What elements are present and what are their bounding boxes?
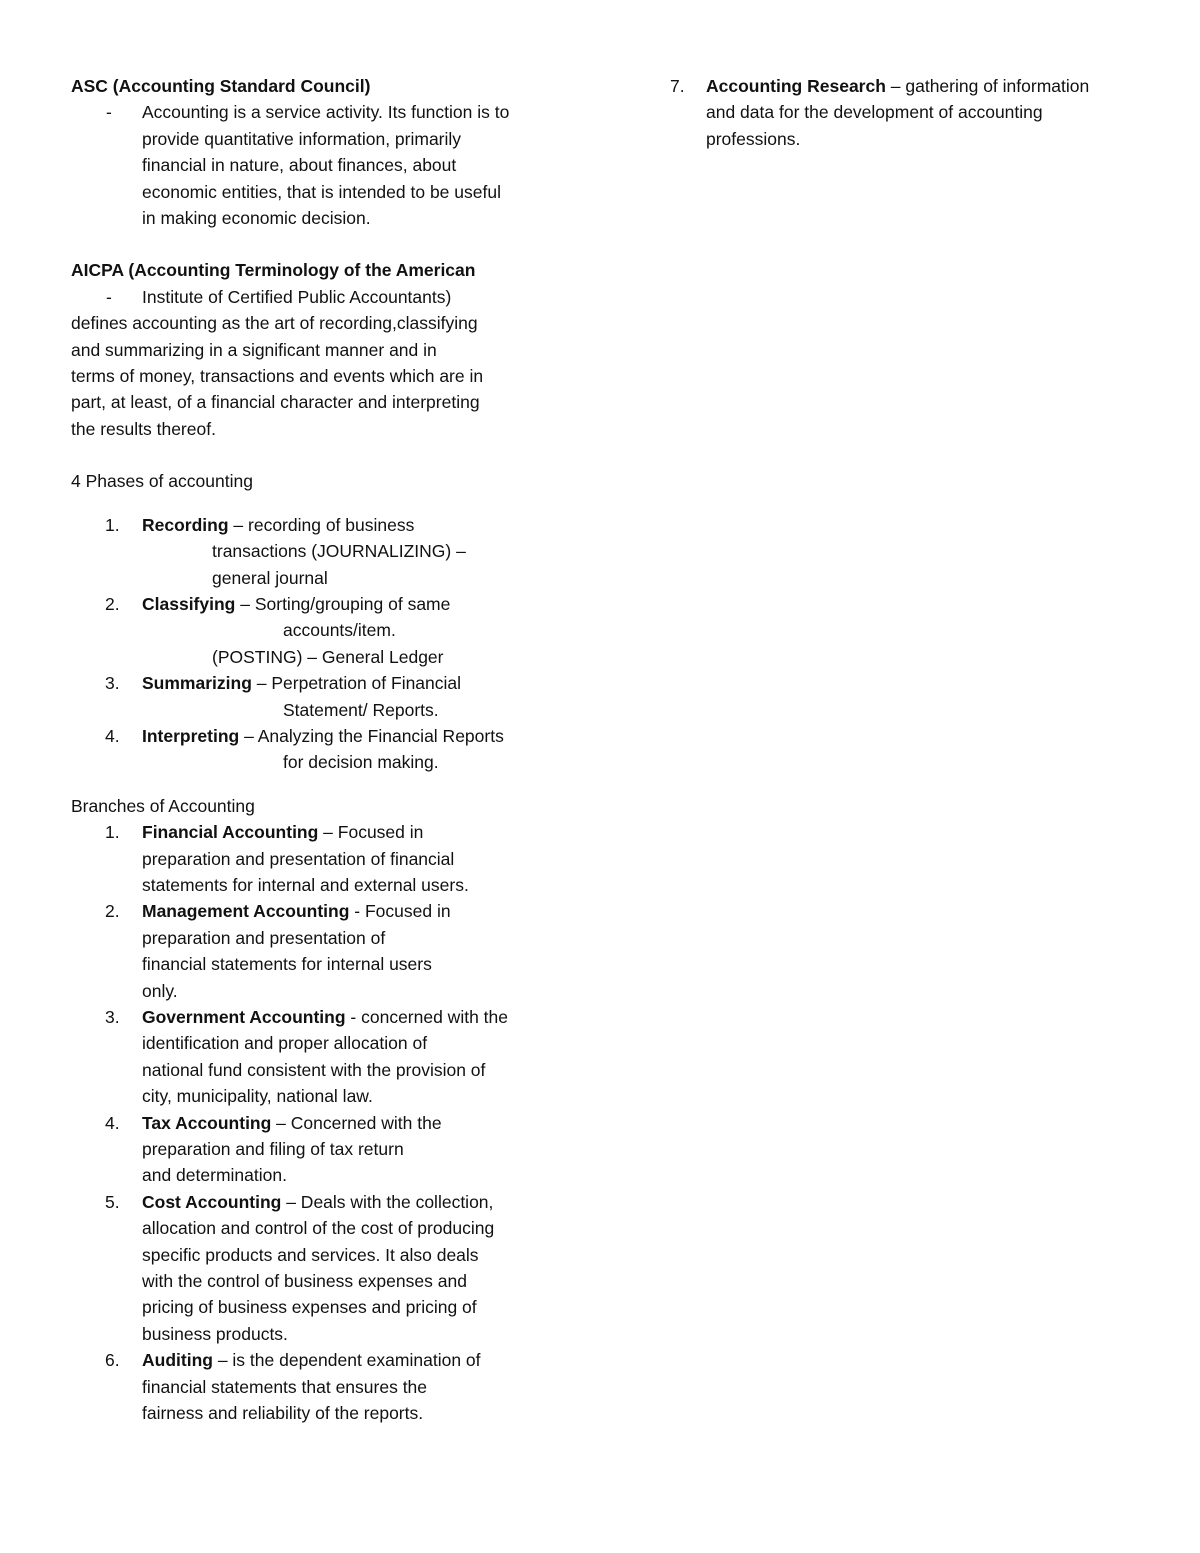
- bullet-dash: -: [106, 102, 112, 123]
- phases-heading: 4 Phases of accounting: [71, 471, 253, 492]
- right-column: [670, 73, 1140, 152]
- branch-item-management: 2. Management Accounting - Focused in preparation and presentation of financial statements for internal users only.: [105, 901, 451, 1001]
- aicpa-bullet: - Institute of Certified Public Accountants): [71, 284, 571, 310]
- branch-item-government: 3. Government Accounting - concerned with the identification and proper allocation of national fund consistent with the provision of city, municipality, national law.: [105, 1007, 508, 1107]
- aicpa-heading: AICPA (Accounting Terminology of the American: [71, 260, 476, 281]
- asc-heading: ASC (Accounting Standard Council): [71, 76, 371, 96]
- aicpa-definition: defines accounting as the art of recording,classifying and summarizing in a significant manner and in terms of money, transactions and events which are in part, at least, of a financial character and interpreting the results thereof.: [71, 313, 484, 439]
- phase-item-summarizing: 3. Summarizing – Perpetration of Financial Statement/ Reports.: [105, 673, 462, 720]
- branch-item-cost: 5. Cost Accounting – Deals with the collection, allocation and control of the cost of producing specific products and services. It also deals with the control of business expenses and pricing of business expenses and pricing of business products.: [105, 1191, 495, 1344]
- branches-heading: Branches of Accounting: [71, 795, 255, 816]
- phase-item-recording: 1. Recording – recording of business transactions (JOURNALIZING) – general journal: [105, 514, 466, 588]
- left-column: [71, 73, 571, 1427]
- branch-item-financial: 1. Financial Accounting – Focused in preparation and presentation of financial statements for internal and external users.: [105, 822, 469, 895]
- phase-item-interpreting: 4. Interpreting – Analyzing the Financial Reports for decision making.: [105, 725, 504, 773]
- phase-item-classifying: 2. Classifying – Sorting/grouping of same accounts/item. (POSTING) – General Ledger: [105, 593, 451, 667]
- branch-item-research: 7. Accounting Research – gathering of information and data for the development of accounting professions.: [670, 76, 1090, 149]
- branch-item-auditing: 6. Auditing – is the dependent examination of financial statements that ensures the fairness and reliability of the reports.: [105, 1350, 481, 1424]
- asc-definition: - Accounting is a service activity. Its function is to provide quantitative information, primarily financial in nature, about finances, about economic entities, that is intended to be useful in making economic decision.: [71, 99, 571, 231]
- branch-item-tax: 4. Tax Accounting – Concerned with the preparation and filing of tax return and determination.: [105, 1112, 442, 1186]
- bullet-dash: -: [106, 286, 112, 307]
